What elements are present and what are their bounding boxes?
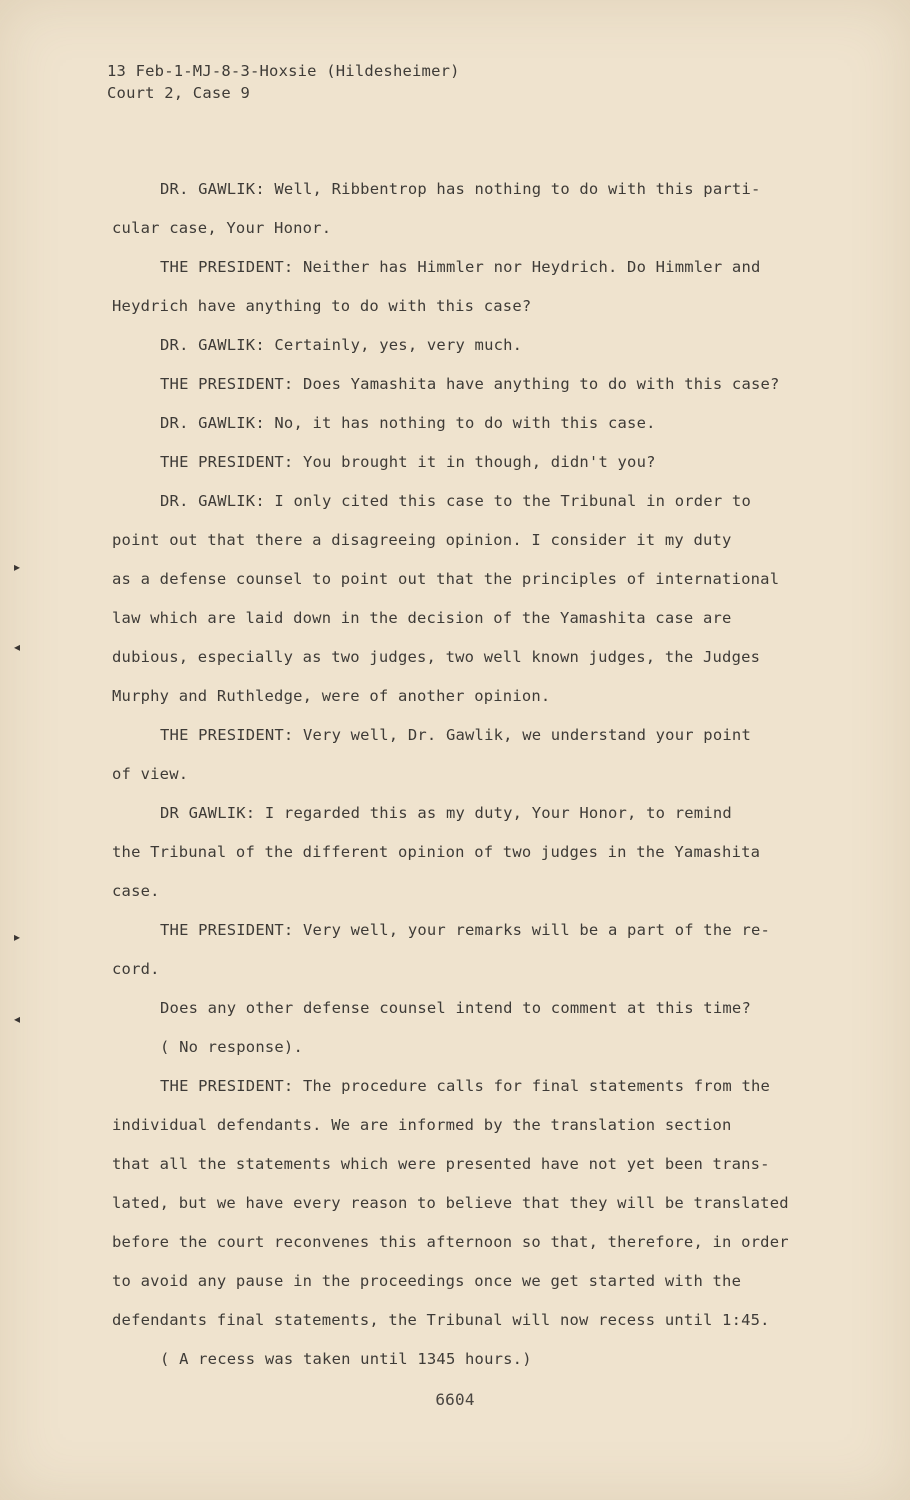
transcript-line: lated, but we have every reason to believe that they will be translated [112, 1194, 789, 1212]
transcript-line: of view. [112, 765, 189, 783]
transcript-line: before the court reconvenes this afternoon so that, therefore, in order [112, 1233, 789, 1251]
transcript-line: DR GAWLIK: I regarded this as my duty, Your Honor, to remind [160, 804, 732, 822]
transcript-line: DR. GAWLIK: No, it has nothing to do with this case. [160, 414, 656, 432]
transcript-line: point out that there a disagreeing opinion. I consider it my duty [112, 531, 732, 549]
transcript-line: Heydrich have anything to do with this case? [112, 297, 532, 315]
header-line-date-reporter: 13 Feb-1-MJ-8-3-Hoxsie (Hildesheimer) [107, 62, 460, 80]
transcript-line: THE PRESIDENT: Does Yamashita have anything to do with this case? [160, 375, 780, 393]
transcript-line: law which are laid down in the decision of the Yamashita case are [112, 609, 732, 627]
transcript-line: dubious, especially as two judges, two well known judges, the Judges [112, 648, 761, 666]
binding-hole-mark-icon: ▸ [14, 560, 21, 574]
binding-hole-mark-icon: ◂ [14, 640, 21, 654]
transcript-line: to avoid any pause in the proceedings once we get started with the [112, 1272, 742, 1290]
transcript-line: cular case, Your Honor. [112, 219, 332, 237]
transcript-line: ( A recess was taken until 1345 hours.) [160, 1350, 532, 1368]
page-number: 6604 [435, 1390, 475, 1409]
transcript-line: as a defense counsel to point out that the principles of international [112, 570, 780, 588]
transcript-line: Murphy and Ruthledge, were of another opinion. [112, 687, 551, 705]
transcript-line: that all the statements which were presented have not yet been trans- [112, 1155, 770, 1173]
transcript-line: defendants final statements, the Tribunal will now recess until 1:45. [112, 1311, 770, 1329]
transcript-line: DR. GAWLIK: Well, Ribbentrop has nothing to do with this parti- [160, 180, 761, 198]
transcript-body [112, 170, 812, 1379]
transcript-line: case. [112, 882, 160, 900]
transcript-line: ( No response). [160, 1038, 303, 1056]
transcript-line: the Tribunal of the different opinion of two judges in the Yamashita [112, 843, 761, 861]
transcript-line: THE PRESIDENT: Very well, Dr. Gawlik, we understand your point [160, 726, 751, 744]
header-line-court-case: Court 2, Case 9 [107, 84, 250, 102]
transcript-line: DR. GAWLIK: Certainly, yes, very much. [160, 336, 523, 354]
binding-hole-mark-icon: ▸ [14, 930, 21, 944]
transcript-line: individual defendants. We are informed by the translation section [112, 1116, 732, 1134]
transcript-line: cord. [112, 960, 160, 978]
transcript-line: Does any other defense counsel intend to comment at this time? [160, 999, 751, 1017]
document-header [107, 60, 460, 104]
binding-hole-mark-icon: ◂ [14, 1012, 21, 1026]
transcript-line: DR. GAWLIK: I only cited this case to the Tribunal in order to [160, 492, 751, 510]
transcript-line: THE PRESIDENT: The procedure calls for final statements from the [160, 1077, 771, 1095]
transcript-line: THE PRESIDENT: You brought it in though, didn't you? [160, 453, 656, 471]
transcript-line: THE PRESIDENT: Neither has Himmler nor Heydrich. Do Himmler and [160, 258, 761, 276]
transcript-line: THE PRESIDENT: Very well, your remarks will be a part of the re- [160, 921, 771, 939]
